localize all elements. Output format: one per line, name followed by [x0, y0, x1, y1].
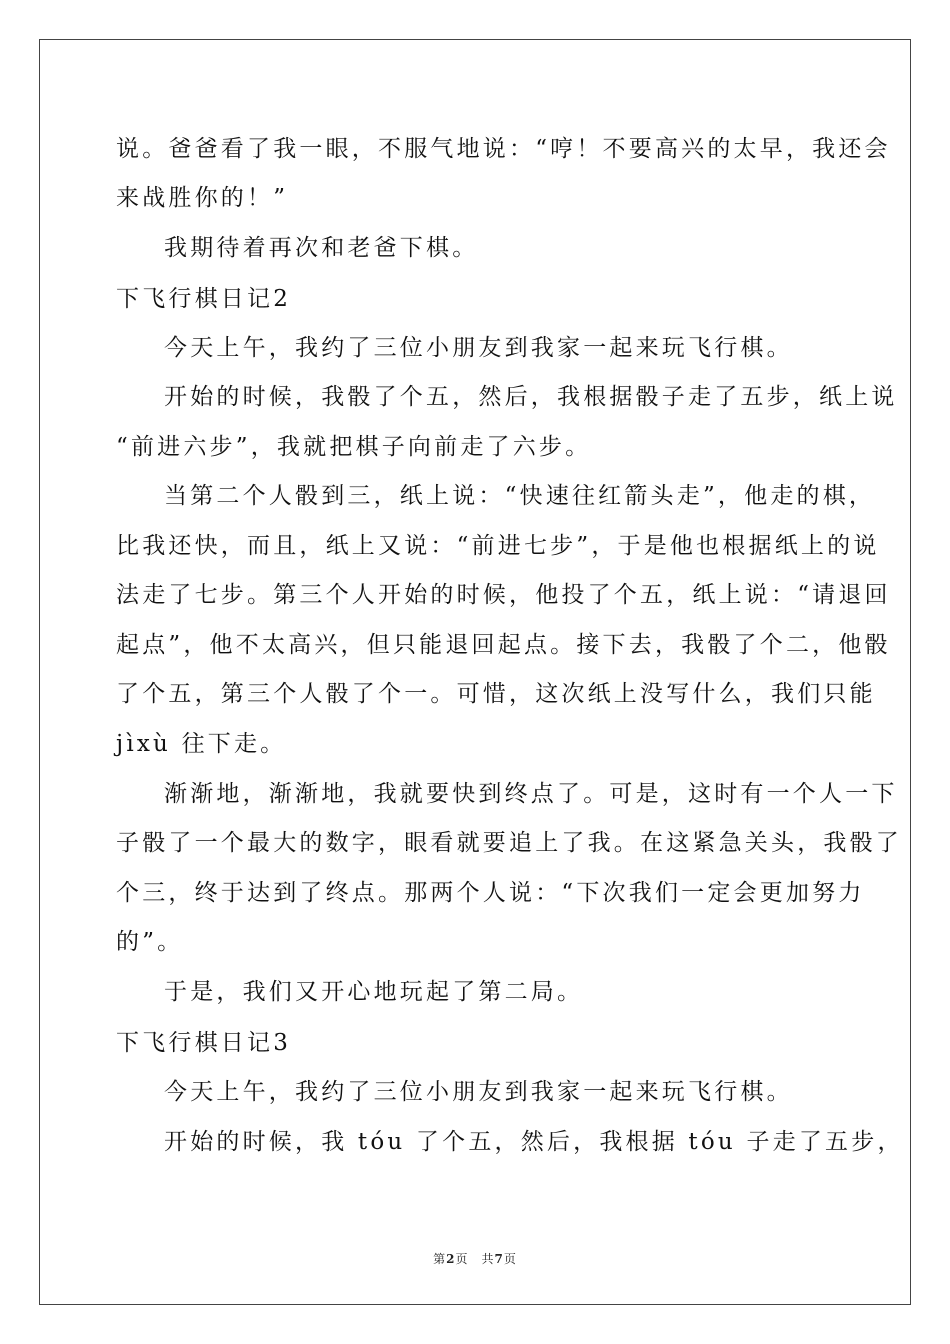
- page-border: [39, 39, 911, 1305]
- text-line: 当第二个人骰到三，纸上说：“快速往红箭头走”，他走的棋，: [164, 483, 876, 509]
- section-heading: 下飞行棋日记2: [116, 286, 292, 312]
- text-line: 今天上午，我约了三位小朋友到我家一起来玩飞行棋。: [164, 1079, 793, 1105]
- footer-prefix: 第: [433, 1252, 447, 1266]
- section-heading: 下飞行棋日记3: [116, 1030, 292, 1056]
- text-line: 渐渐地，渐渐地，我就要快到终点了。可是，这时有一个人一下: [164, 781, 898, 807]
- page-footer: [0, 1250, 950, 1267]
- text-line: 比我还快，而且，纸上又说：“前进七步”，于是他也根据纸上的说: [116, 533, 880, 559]
- footer-suffix: 页: [503, 1252, 517, 1266]
- text-line: 了个五，第三个人骰了个一。可惜，这次纸上没写什么，我们只能: [116, 681, 876, 707]
- text-line: “前进六步”，我就把棋子向前走了六步。: [116, 434, 592, 460]
- text-line: 的”。: [116, 929, 184, 955]
- footer-mid: 页 共: [455, 1252, 495, 1266]
- text-line: 于是，我们又开心地玩起了第二局。: [164, 979, 584, 1005]
- total-pages-number: 7: [494, 1252, 504, 1266]
- text-line: 开始的时候，我 tóu 了个五，然后，我根据 tóu 子走了五步，: [164, 1129, 904, 1155]
- text-line: 起点”，他不太高兴，但只能退回起点。接下去，我骰了个二，他骰: [116, 632, 891, 658]
- text-line: 开始的时候，我骰了个五，然后，我根据骰子走了五步，纸上说: [164, 384, 898, 410]
- text-line: 我期待着再次和老爸下棋。: [164, 235, 479, 261]
- text-line: 个三，终于达到了终点。那两个人说：“下次我们一定会更加努力: [116, 880, 865, 906]
- text-line: 今天上午，我约了三位小朋友到我家一起来玩飞行棋。: [164, 335, 793, 361]
- text-line: 法走了七步。第三个人开始的时候，他投了个五，纸上说：“请退回: [116, 582, 891, 608]
- text-line: 说。爸爸看了我一眼，不服气地说：“哼！不要高兴的太早，我还会: [116, 136, 891, 162]
- text-line: jìxù 往下走。: [116, 731, 287, 757]
- text-line: 子骰了一个最大的数字，眼看就要追上了我。在这紧急关头，我骰了: [116, 830, 902, 856]
- current-page-number: 2: [446, 1252, 456, 1266]
- text-line: 来战胜你的！”: [116, 185, 289, 211]
